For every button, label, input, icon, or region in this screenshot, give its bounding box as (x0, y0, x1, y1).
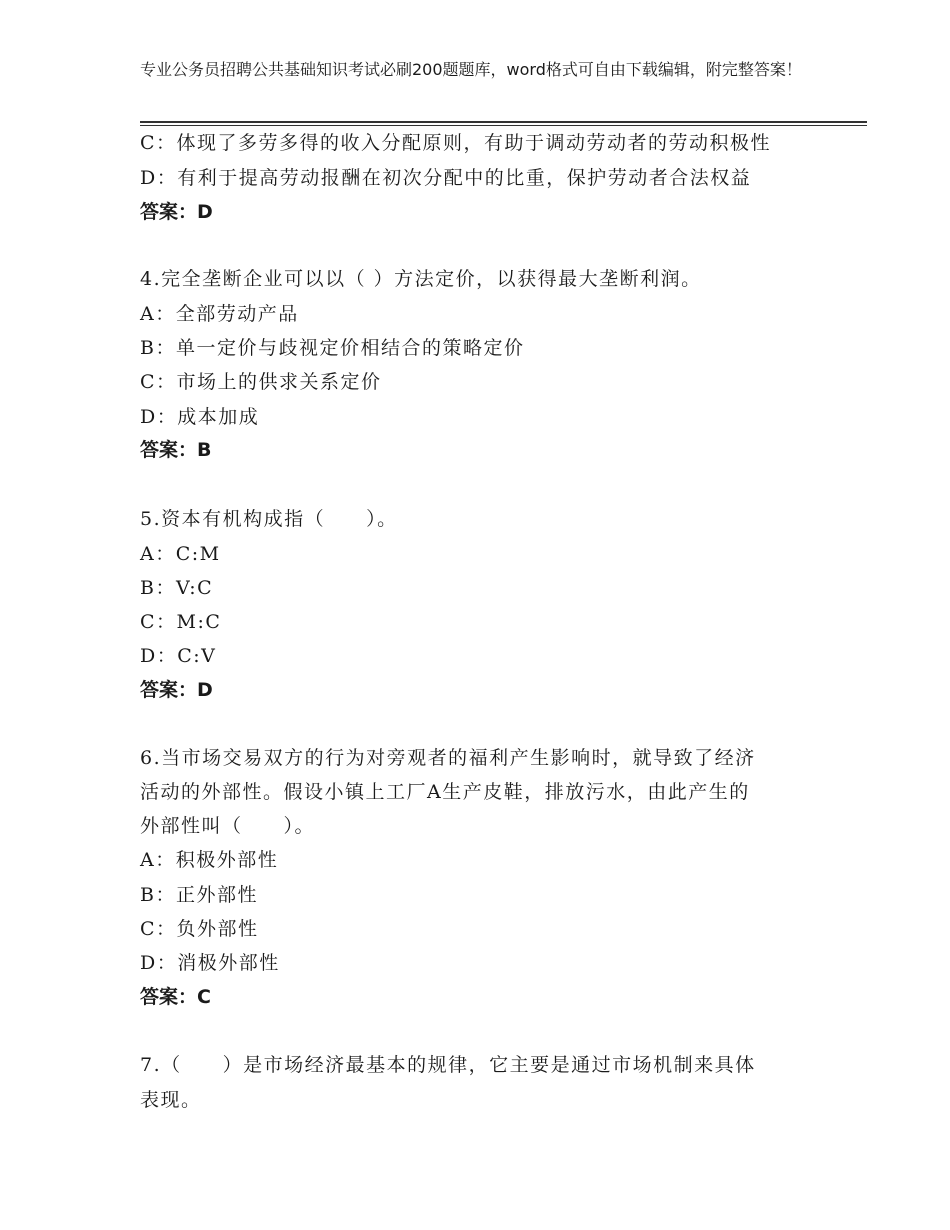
q7-stem-line-1: 7.（ ）是市场经济最基本的规律，它主要是通过市场机制来具体 (140, 1054, 756, 1076)
q5-option-c: C：M:C (140, 611, 222, 633)
q4-option-d: D：成本加成 (140, 406, 260, 428)
q5-option-a: A：C:M (140, 543, 221, 565)
q6-answer: 答案：C (140, 986, 211, 1008)
q6-option-b: B：正外部性 (140, 884, 258, 906)
q6-stem-line-3: 外部性叫（ ）。 (140, 815, 316, 837)
q6-option-a: A：积极外部性 (140, 849, 279, 871)
q6-option-c: C：负外部性 (140, 918, 259, 940)
q6-option-d: D：消极外部性 (140, 952, 280, 974)
q4-option-a: A：全部劳动产品 (140, 303, 299, 325)
header-divider (140, 121, 867, 126)
q4-option-b: B：单一定价与歧视定价相结合的策略定价 (140, 337, 525, 359)
document-header: 专业公务员招聘公共基础知识考试必刷200题题库，word格式可自由下载编辑，附完整答案！ (140, 60, 802, 79)
q4-option-c: C：市场上的供求关系定价 (140, 371, 382, 393)
q6-stem-line-1: 6.当市场交易双方的行为对旁观者的福利产生影响时，就导致了经济 (140, 747, 756, 769)
q3-option-d: D：有利于提高劳动报酬在初次分配中的比重，保护劳动者合法权益 (140, 167, 752, 189)
q7-stem-line-2: 表现。 (140, 1089, 202, 1111)
q5-answer: 答案：D (140, 679, 213, 701)
q6-stem-line-2: 活动的外部性。假设小镇上工厂A生产皮鞋，排放污水，由此产生的 (140, 781, 750, 803)
q3-answer: 答案：D (140, 201, 213, 223)
q5-stem: 5.资本有机构成指（ ）。 (140, 508, 398, 530)
q4-answer: 答案：B (140, 439, 212, 461)
q5-option-d: D：C:V (140, 645, 217, 667)
q5-option-b: B：V:C (140, 577, 214, 599)
q4-stem: 4.完全垄断企业可以以（ ）方法定价，以获得最大垄断利润。 (140, 268, 702, 290)
q3-option-c: C：体现了多劳多得的收入分配原则，有助于调动劳动者的劳动积极性 (140, 132, 772, 154)
